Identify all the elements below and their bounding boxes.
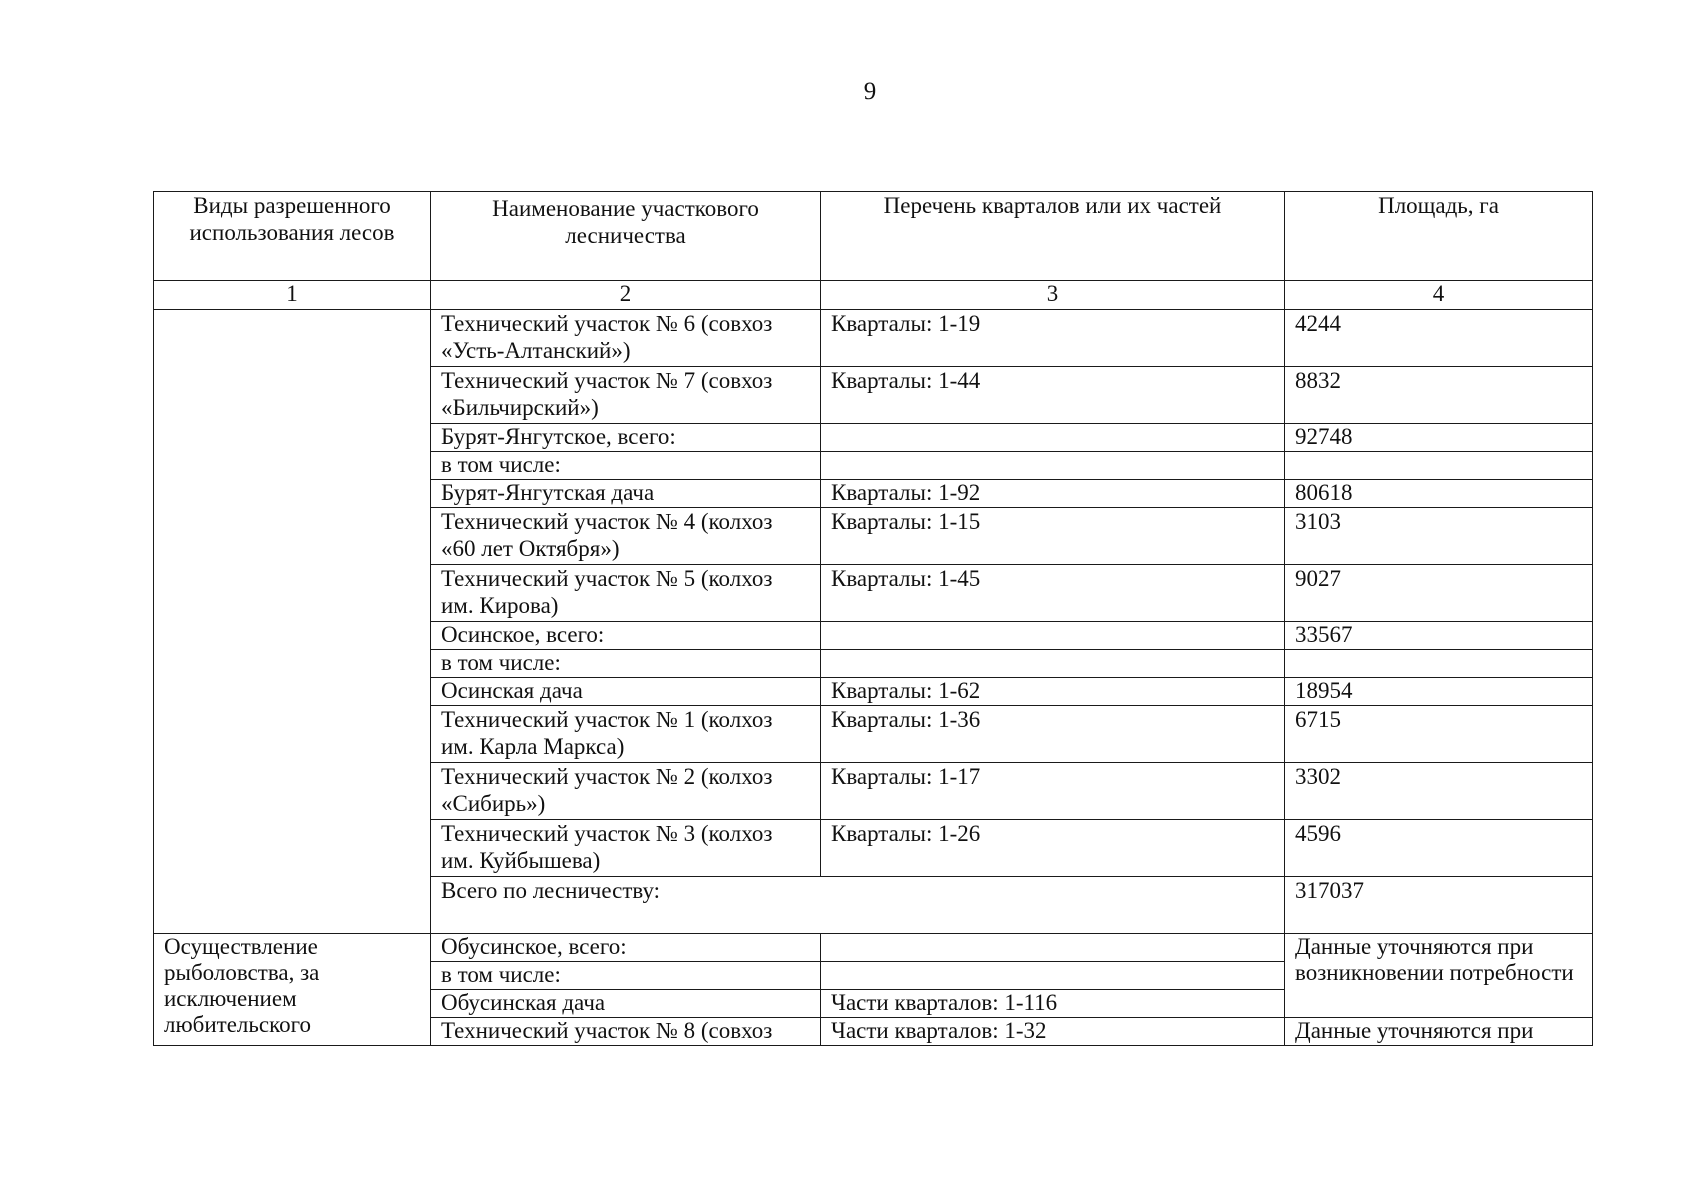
header-quarters-list: Перечень кварталов или их частей [821,192,1285,281]
area-cell: 6715 [1285,706,1593,763]
forestry-name-cell: Бурят-Янгутское, всего: [431,424,821,452]
area-cell: 3302 [1285,763,1593,820]
column-number: 2 [431,281,821,310]
area-cell [1285,650,1593,678]
header-forestry-name: Наименование участкового лесничества [431,192,821,281]
forestry-name-cell: Обусинская дача [431,990,821,1018]
area-cell: 92748 [1285,424,1593,452]
area-note-cell: Данные уточняются при возникновении потребности [1285,934,1593,1018]
forestry-name-cell: Технический участок № 5 (колхоз им. Кирова) [431,565,821,622]
quarters-cell [821,622,1285,650]
forest-use-type-cell [154,310,431,934]
forestry-name-cell: в том числе: [431,452,821,480]
forestry-name-cell: Осинская дача [431,678,821,706]
quarters-cell: Кварталы: 1-62 [821,678,1285,706]
quarters-cell [821,424,1285,452]
forestry-name-cell: Технический участок № 1 (колхоз им. Карла Маркса) [431,706,821,763]
forest-use-type-cell: Осуществление рыболовства, за исключением любительского [154,934,431,1046]
forestry-name-cell: в том числе: [431,962,821,990]
total-label-cell: Всего по лесничеству: [431,877,1285,934]
forestry-name-cell: Технический участок № 6 (совхоз «Усть-Алтанский») [431,310,821,367]
quarters-cell: Кварталы: 1-19 [821,310,1285,367]
area-cell: 3103 [1285,508,1593,565]
quarters-cell: Кварталы: 1-15 [821,508,1285,565]
column-number: 3 [821,281,1285,310]
area-cell: 4244 [1285,310,1593,367]
quarters-cell: Кварталы: 1-36 [821,706,1285,763]
quarters-cell: Кварталы: 1-44 [821,367,1285,424]
forestry-name-cell: Технический участок № 3 (колхоз им. Куйбышева) [431,820,821,877]
quarters-cell: Части кварталов: 1-116 [821,990,1285,1018]
header-forest-use-type: Виды разрешенного использования лесов [154,192,431,281]
quarters-cell: Кварталы: 1-45 [821,565,1285,622]
forestry-name-cell: Бурят-Янгутская дача [431,480,821,508]
area-note-cell: Данные уточняются при [1285,1018,1593,1046]
quarters-cell [821,934,1285,962]
area-cell: 18954 [1285,678,1593,706]
area-cell: 4596 [1285,820,1593,877]
forestry-name-cell: в том числе: [431,650,821,678]
quarters-cell: Кварталы: 1-17 [821,763,1285,820]
quarters-cell: Кварталы: 1-26 [821,820,1285,877]
quarters-cell [821,962,1285,990]
forestry-name-cell: Технический участок № 8 (совхоз [431,1018,821,1046]
quarters-cell: Части кварталов: 1-32 [821,1018,1285,1046]
header-area: Площадь, га [1285,192,1593,281]
quarters-cell [821,452,1285,480]
area-cell: 8832 [1285,367,1593,424]
forestry-name-cell: Технический участок № 4 (колхоз «60 лет Октября») [431,508,821,565]
area-cell: 9027 [1285,565,1593,622]
forestry-name-cell: Обусинское, всего: [431,934,821,962]
forest-use-table [153,191,1593,1046]
quarters-cell: Кварталы: 1-92 [821,480,1285,508]
area-cell: 80618 [1285,480,1593,508]
forestry-name-cell: Технический участок № 2 (колхоз «Сибирь») [431,763,821,820]
page-number: 9 [863,78,877,105]
quarters-cell [821,650,1285,678]
forestry-name-cell: Технический участок № 7 (совхоз «Бильчирский») [431,367,821,424]
forestry-name-cell: Осинское, всего: [431,622,821,650]
column-number: 4 [1285,281,1593,310]
column-number: 1 [154,281,431,310]
total-area-cell: 317037 [1285,877,1593,934]
area-cell [1285,452,1593,480]
area-cell: 33567 [1285,622,1593,650]
